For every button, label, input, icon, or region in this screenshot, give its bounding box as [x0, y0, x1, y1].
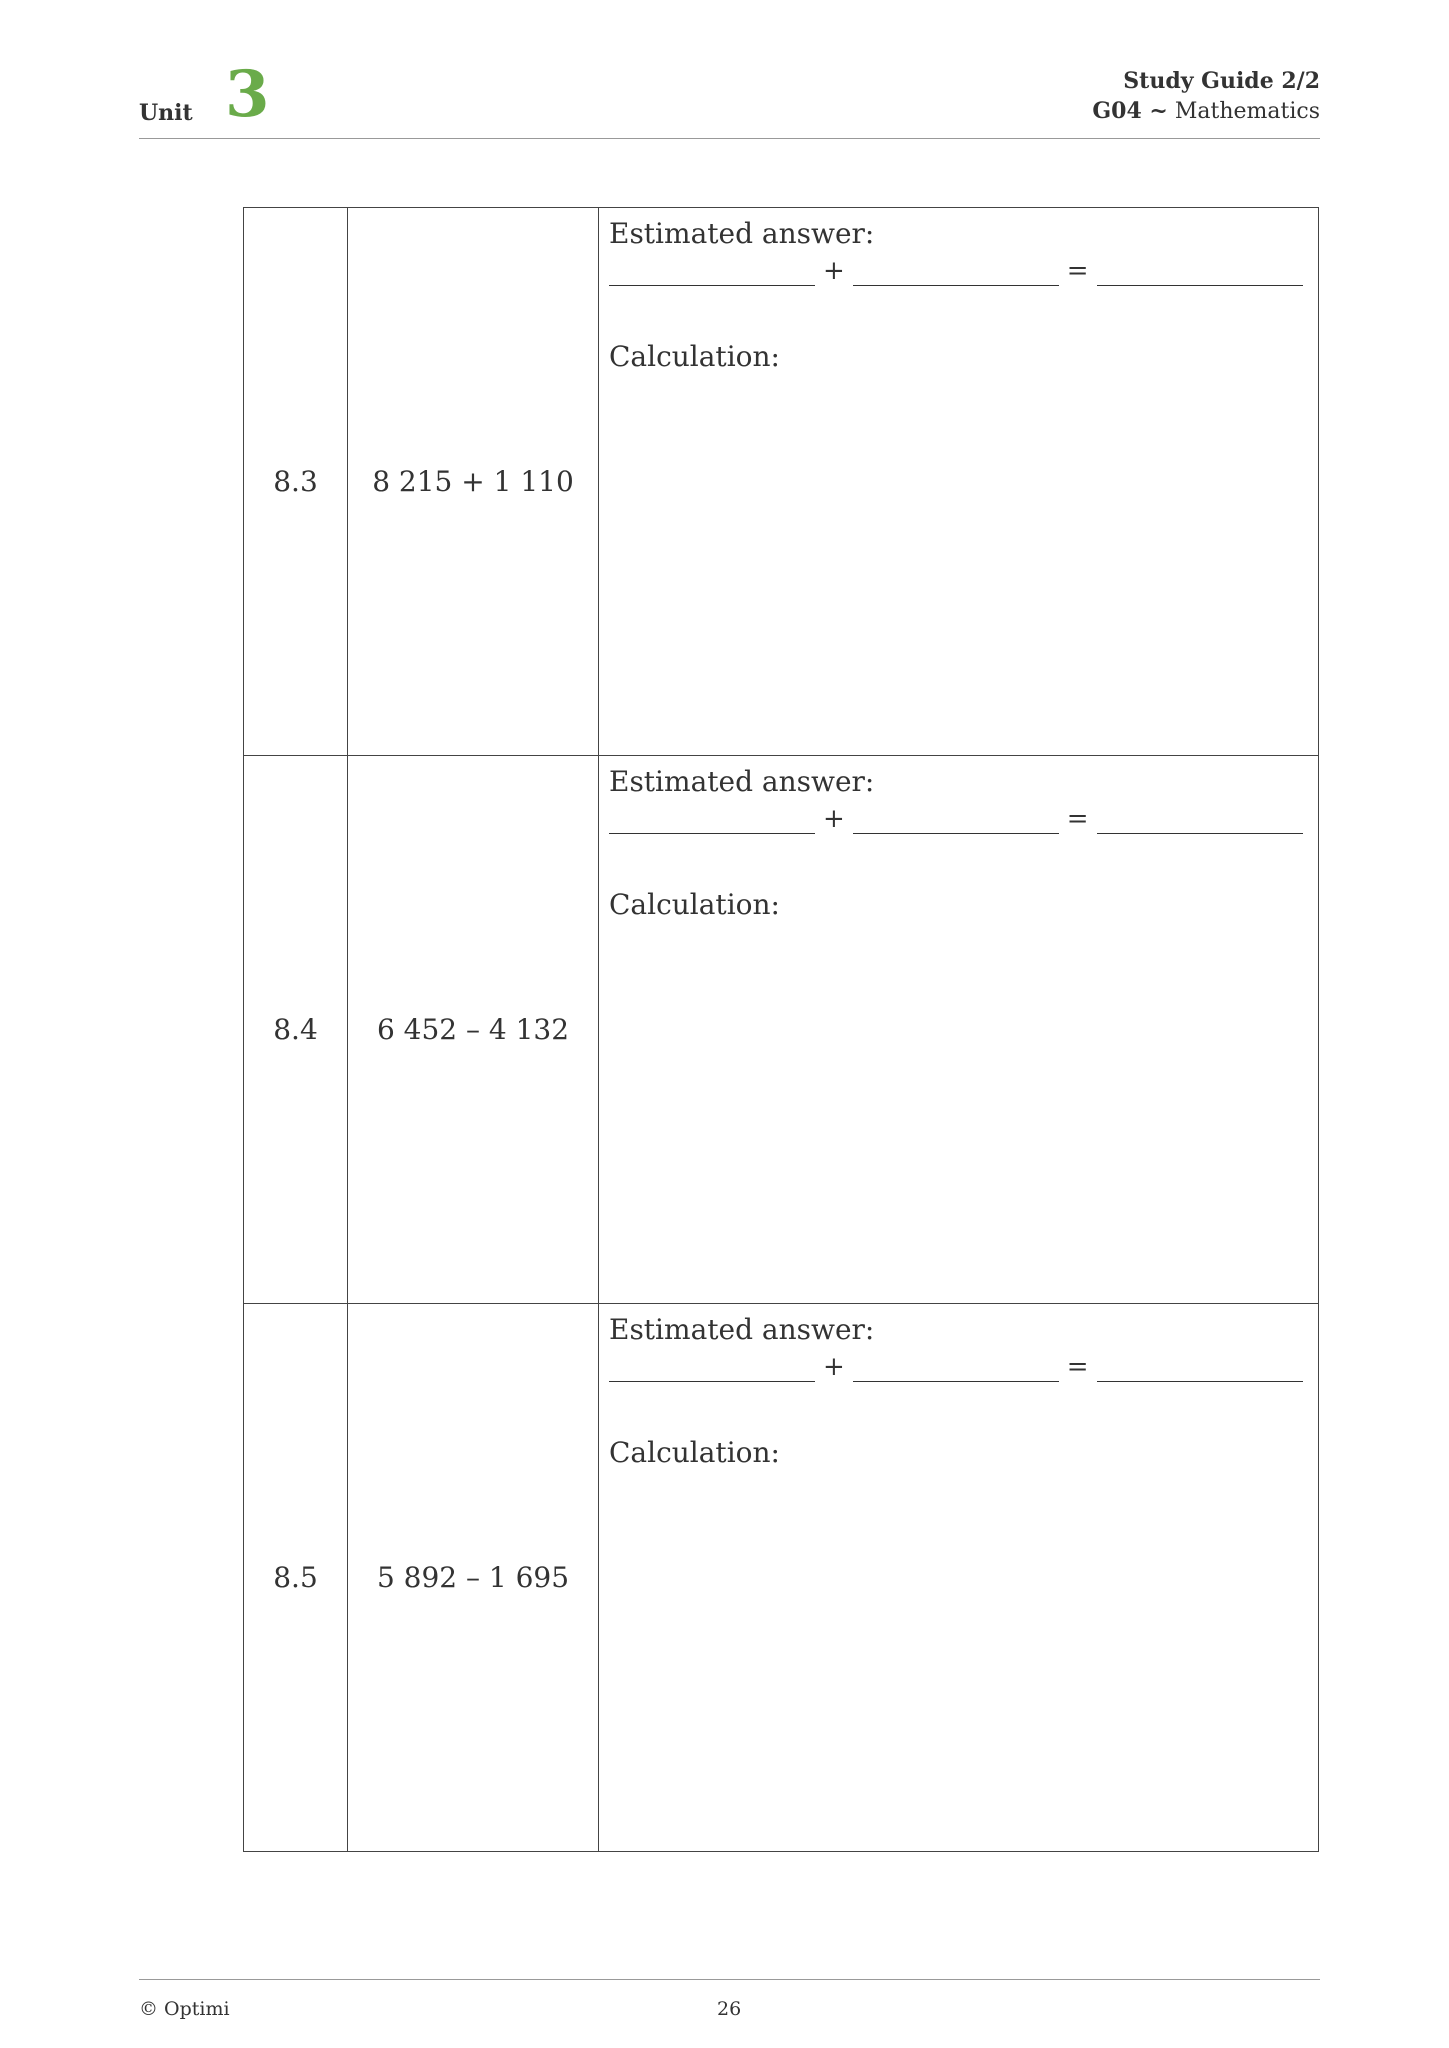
- estimate-blank-1[interactable]: [609, 1355, 815, 1382]
- exercise-expression: 6 452 – 4 132: [348, 756, 599, 1304]
- estimate-blank-result[interactable]: [1097, 259, 1303, 286]
- exercise-row: [244, 208, 1319, 756]
- exercise-table: [243, 207, 1319, 1852]
- course-code: G04 ~: [1092, 98, 1168, 124]
- estimate-blank-line: [609, 804, 1308, 834]
- page-number: 26: [717, 1998, 742, 2020]
- equals-sign: =: [1066, 1352, 1089, 1383]
- subject-name: Mathematics: [1174, 99, 1320, 124]
- estimate-blank-1[interactable]: [609, 807, 815, 834]
- answer-area[interactable]: [599, 208, 1319, 756]
- exercise-expression: 5 892 – 1 695: [348, 1304, 599, 1852]
- unit-label: Unit: [139, 100, 193, 126]
- exercise-row: [244, 1304, 1319, 1852]
- page-header: [139, 57, 1320, 139]
- estimate-blank-line: [609, 256, 1308, 286]
- exercise-number: 8.3: [244, 208, 348, 756]
- plus-sign: +: [823, 1352, 845, 1383]
- exercise-number: 8.5: [244, 1304, 348, 1852]
- estimate-blank-result[interactable]: [1097, 807, 1303, 834]
- exercise-expression: 8 215 + 1 110: [348, 208, 599, 756]
- answer-area[interactable]: [599, 1304, 1319, 1852]
- guide-title: Study Guide 2/2: [1123, 68, 1320, 94]
- calculation-label: Calculation:: [609, 340, 780, 374]
- estimate-blank-2[interactable]: [853, 1355, 1059, 1382]
- estimated-answer-label: Estimated answer:: [609, 1313, 875, 1346]
- estimate-blank-result[interactable]: [1097, 1355, 1303, 1382]
- equals-sign: =: [1066, 804, 1089, 835]
- plus-sign: +: [823, 256, 845, 287]
- estimated-answer-label: Estimated answer:: [609, 765, 875, 798]
- calculation-label: Calculation:: [609, 888, 780, 922]
- answer-area[interactable]: [599, 756, 1319, 1304]
- calculation-label: Calculation:: [609, 1436, 780, 1470]
- estimated-answer-label: Estimated answer:: [609, 217, 875, 250]
- equals-sign: =: [1066, 256, 1089, 287]
- copyright-notice: © Optimi: [139, 1998, 230, 2020]
- unit-number: 3: [225, 57, 270, 132]
- exercise-row: [244, 756, 1319, 1304]
- exercise-number: 8.4: [244, 756, 348, 1304]
- guide-subject: [1092, 98, 1320, 124]
- estimate-blank-line: [609, 1352, 1308, 1382]
- estimate-blank-2[interactable]: [853, 807, 1059, 834]
- page-footer: [139, 1979, 1320, 2020]
- estimate-blank-2[interactable]: [853, 259, 1059, 286]
- estimate-blank-1[interactable]: [609, 259, 815, 286]
- plus-sign: +: [823, 804, 845, 835]
